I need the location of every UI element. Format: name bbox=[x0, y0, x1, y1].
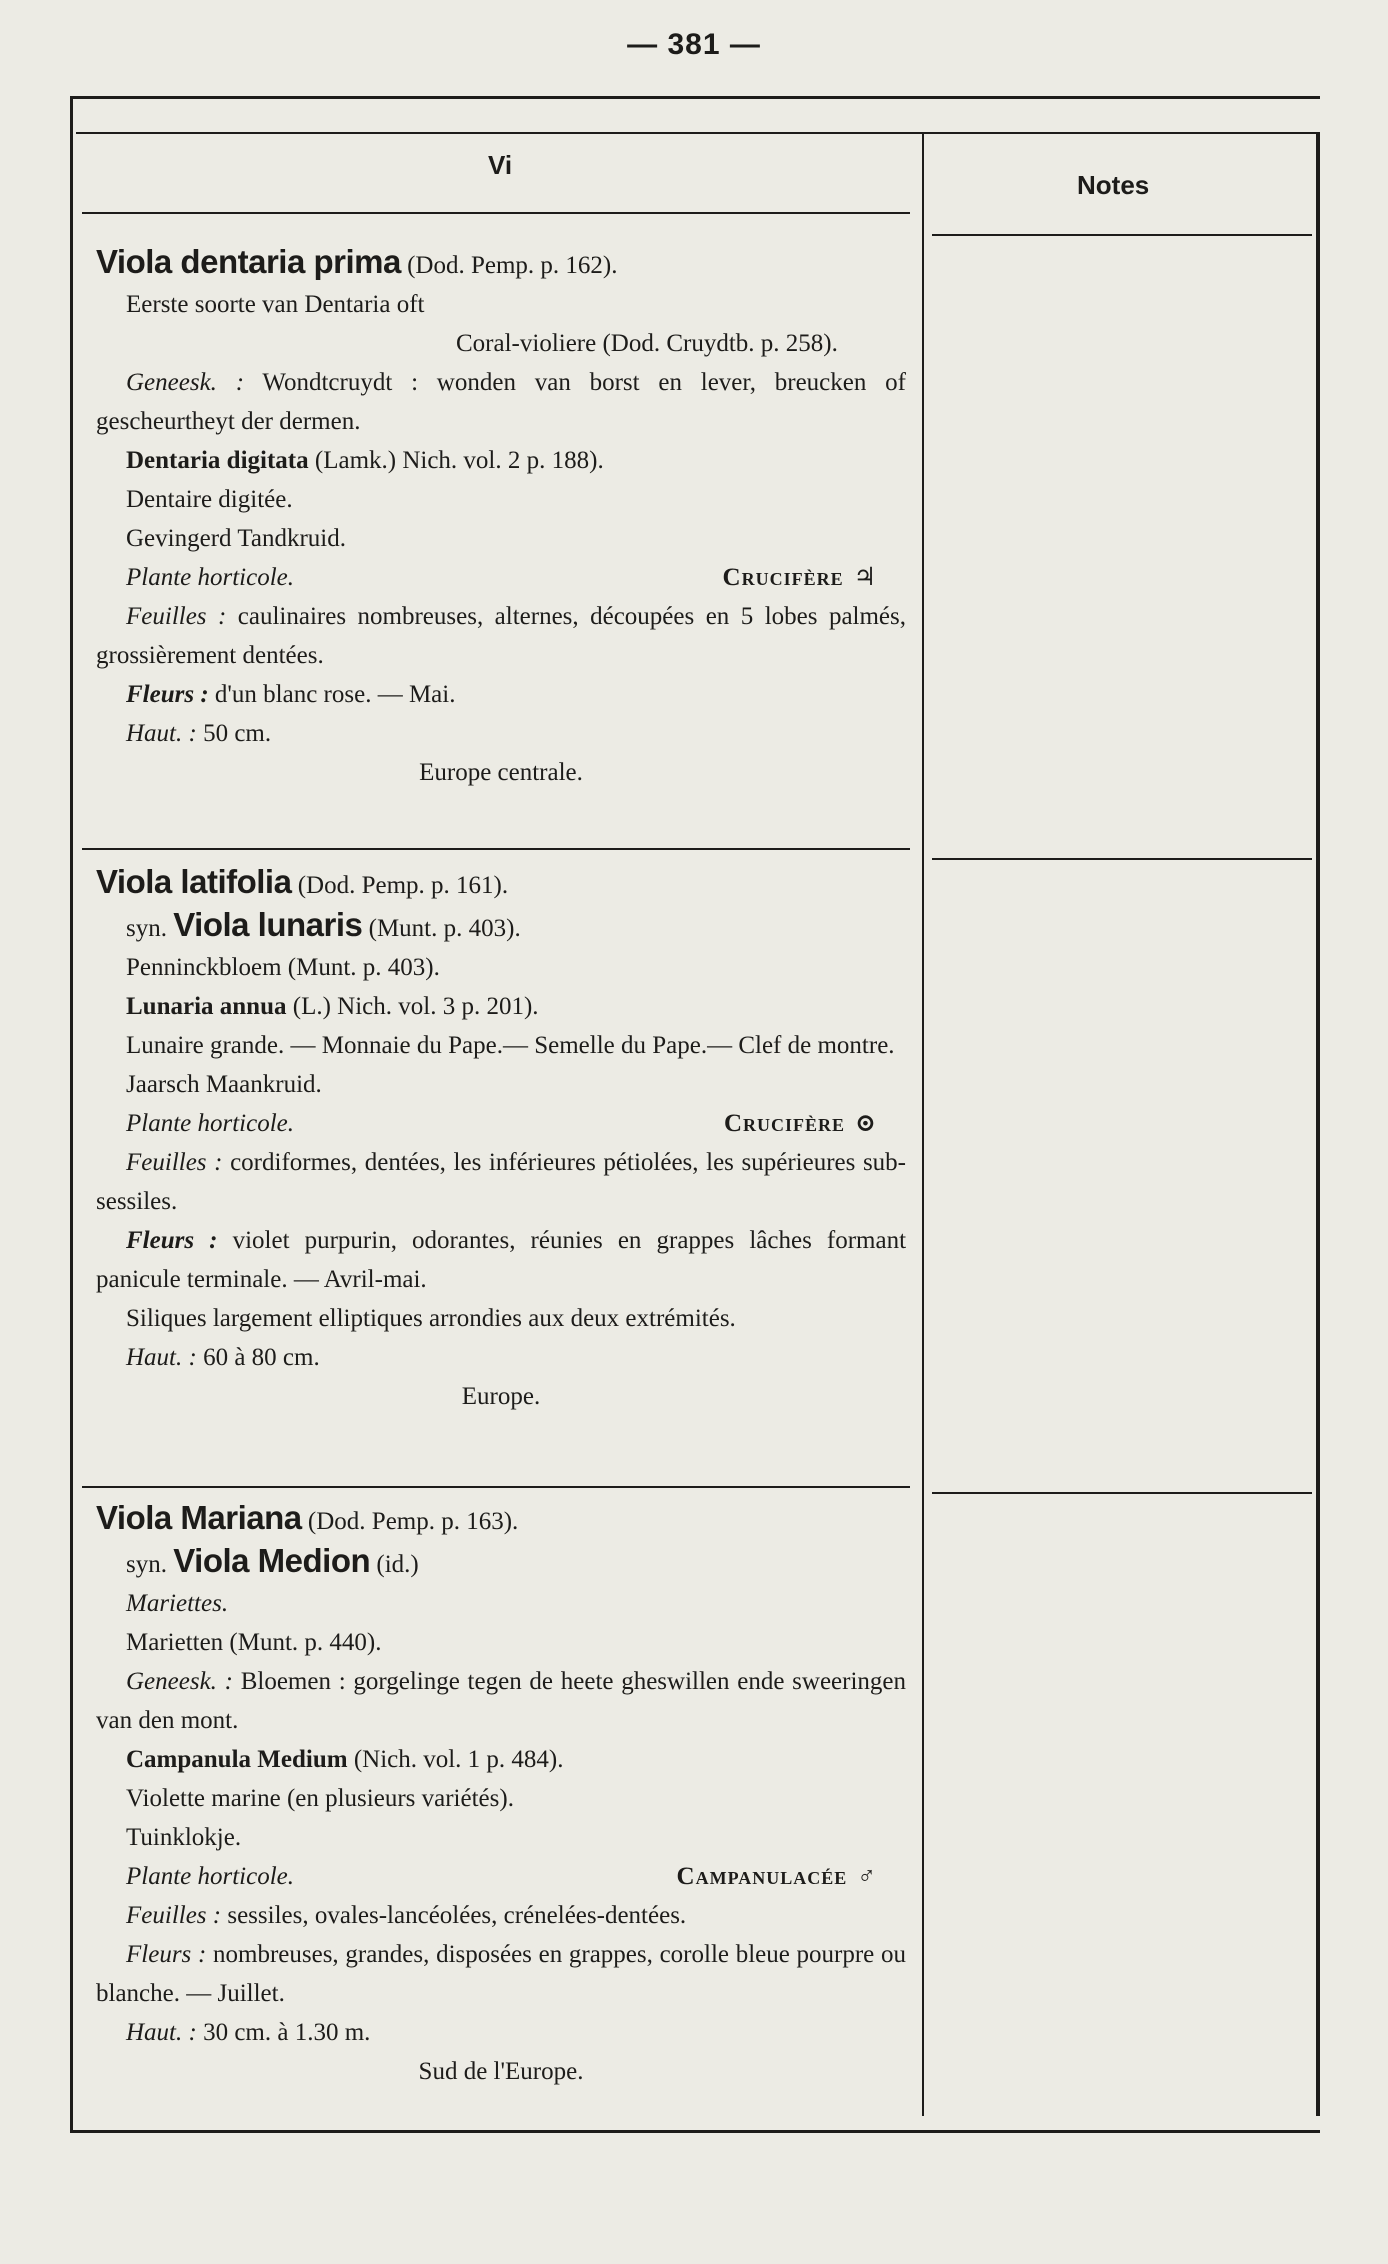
french-common-name: Mariettes. bbox=[126, 1590, 229, 1617]
plant-type-row: Plante horticole. Crucifère ♃ bbox=[126, 564, 876, 591]
entry-viola-dentaria-prima bbox=[96, 242, 906, 792]
latin-name: Dentaria digitata (Lamk.) Nich. vol. 2 p. 188). bbox=[126, 447, 604, 474]
dutch-name: Eerste soorte van Dentaria oft bbox=[126, 291, 425, 318]
header-rule-left bbox=[82, 212, 910, 214]
latin-name: Lunaria annua (L.) Nich. vol. 3 p. 201). bbox=[126, 993, 539, 1020]
family-name: Crucifère bbox=[723, 1110, 846, 1137]
column-header-notes: Notes bbox=[1077, 170, 1150, 200]
latin-name: Campanula Medium (Nich. vol. 1 p. 484). bbox=[126, 1746, 564, 1773]
siliques-description: Siliques largement elliptiques arrondies aux deux extrémités. bbox=[126, 1305, 736, 1332]
dutch-common-name: Gevingerd Tandkruid. bbox=[126, 525, 346, 552]
entry-reference: (Dod. Pemp. p. 163). bbox=[307, 1508, 519, 1535]
entry-title: Viola Mariana bbox=[96, 1499, 302, 1536]
entry-divider-left bbox=[82, 848, 910, 850]
entry-divider-right bbox=[932, 858, 1312, 860]
french-name: Dentaire digitée. bbox=[126, 486, 293, 513]
entry-divider-right bbox=[932, 1492, 1312, 1494]
family-name: Crucifère bbox=[722, 564, 844, 591]
dutch-name: Marietten (Munt. p. 440). bbox=[126, 1629, 382, 1656]
leaves-description: Feuilles : caulinaires nombreuses, alternes, découpées en 5 lobes palmés, grossièrement dentées. bbox=[96, 603, 907, 669]
leaves-description: Feuilles : cordiformes, dentées, les inférieures pétiolées, les supérieures sub-sessiles. bbox=[96, 1149, 907, 1215]
dutch-common-name: Jaarsch Maankruid. bbox=[126, 1071, 322, 1098]
column-divider bbox=[922, 132, 924, 2116]
height: Haut. : 60 à 80 cm. bbox=[126, 1344, 320, 1371]
plant-type-row: Plante horticole. Campanulacée ♂ bbox=[126, 1863, 876, 1890]
biennial-symbol-icon: ♂ bbox=[857, 1863, 876, 1890]
geneesk-note: Geneesk. : Bloemen : gorgelinge tegen de heete gheswillen ende sweeringen van den mont. bbox=[96, 1668, 907, 1734]
column-header-vi: Vi bbox=[488, 150, 513, 180]
page-number: — 381 — bbox=[627, 28, 761, 61]
region: Europe centrale. bbox=[419, 759, 583, 786]
geneesk-note: Geneesk. : Wondtcruydt : wonden van borst en lever, breucken of gescheurtheyt der dermen. bbox=[96, 369, 906, 435]
entry-viola-mariana bbox=[96, 1498, 906, 2091]
region: Sud de l'Europe. bbox=[418, 2058, 584, 2085]
entry-viola-latifolia bbox=[96, 862, 906, 1416]
region: Europe. bbox=[461, 1383, 541, 1410]
flowers-description: Fleurs : d'un blanc rose. — Mai. bbox=[126, 681, 456, 708]
flowers-description: Fleurs : violet purpurin, odorantes, réunies en grappes lâches formant panicule terminale. — Avril-mai. bbox=[96, 1227, 907, 1293]
table-frame bbox=[70, 96, 1320, 2132]
french-name: Violette marine (en plusieurs variétés). bbox=[126, 1785, 514, 1812]
entry-title: Viola latifolia bbox=[96, 863, 292, 900]
family-name: Campanulacée bbox=[676, 1863, 848, 1890]
entry-reference: (Dod. Pemp. p. 161). bbox=[297, 872, 509, 899]
dutch-common-name: Tuinklokje. bbox=[126, 1824, 242, 1851]
header-rule-right bbox=[932, 234, 1312, 236]
top-rule bbox=[70, 96, 1320, 99]
perennial-symbol-icon: ♃ bbox=[853, 564, 876, 591]
dutch-name-cont: Coral-violiere (Dod. Cruydtb. p. 258). bbox=[456, 330, 838, 357]
dutch-name: Penninckbloem (Munt. p. 403). bbox=[126, 954, 440, 981]
entry-divider-left bbox=[82, 1486, 910, 1488]
entry-reference: (Dod. Pemp. p. 162). bbox=[407, 252, 618, 279]
leaves-description: Feuilles : sessiles, ovales-lancéolées, crénelées-dentées. bbox=[126, 1902, 687, 1929]
top-rule-inner bbox=[76, 132, 1320, 134]
synonym: syn. Viola Medion (id.) bbox=[126, 1542, 419, 1579]
flowers-description: Fleurs : nombreuses, grandes, disposées en grappes, corolle bleue pourpre ou blanche. — Juillet. bbox=[96, 1941, 906, 2007]
left-border bbox=[70, 98, 73, 2132]
synonym: syn. Viola lunaris (Munt. p. 403). bbox=[126, 906, 521, 943]
annual-symbol-icon: ⊙ bbox=[855, 1110, 876, 1137]
french-name: Lunaire grande. — Monnaie du Pape.— Semelle du Pape.— Clef de montre. bbox=[126, 1032, 895, 1059]
height: Haut. : 50 cm. bbox=[126, 720, 272, 747]
plant-type-row: Plante horticole. Crucifère ⊙ bbox=[126, 1110, 876, 1137]
right-border bbox=[1316, 132, 1320, 2116]
entry-title: Viola dentaria prima bbox=[96, 243, 401, 280]
height: Haut. : 30 cm. à 1.30 m. bbox=[126, 2019, 371, 2046]
bottom-rule bbox=[70, 2130, 1320, 2133]
